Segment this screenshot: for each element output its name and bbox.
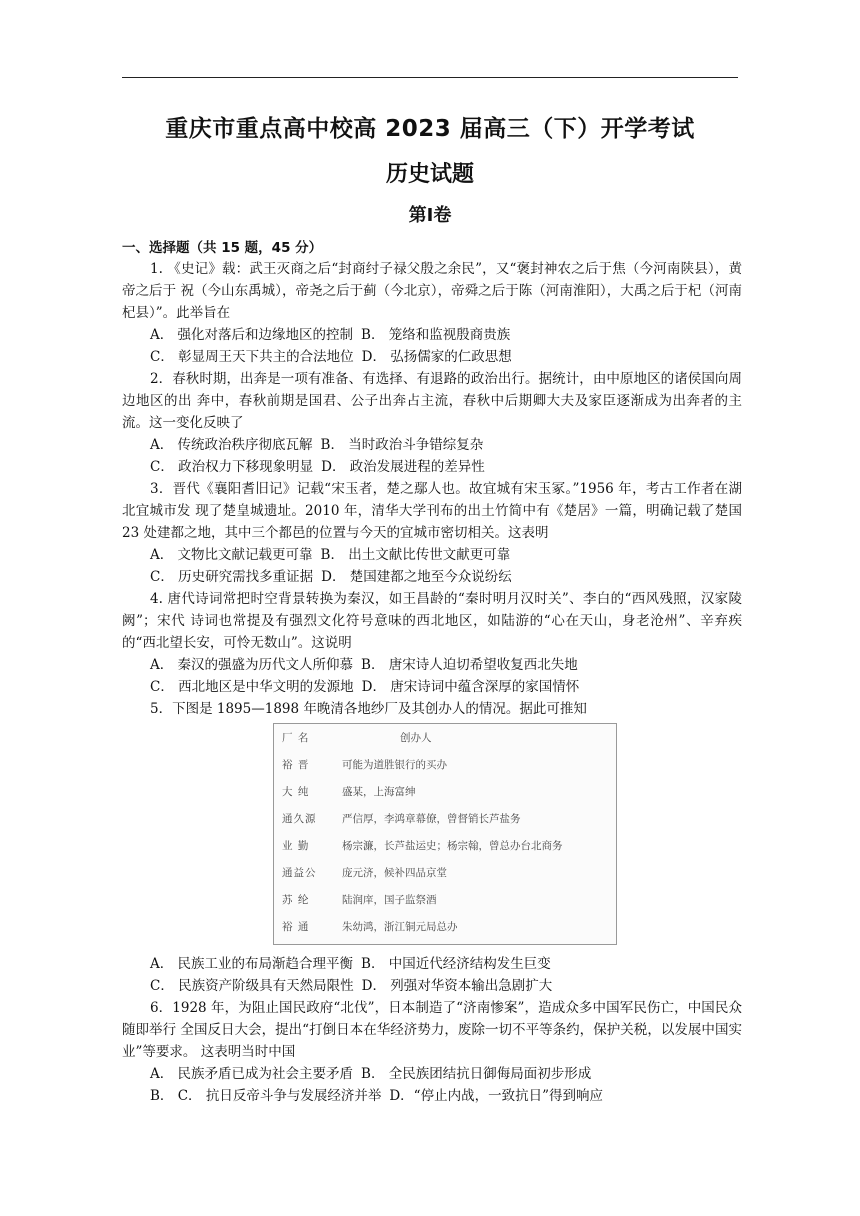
question-3-stem: 3．晋代《襄阳耆旧记》记载“宋玉者，楚之鄢人也。故宜城有宋玉冢。”1956 年，考古工作者在湖北宜城市发 现了楚皇城遗址。2010 年，清华大学刊布的出土竹简中有《楚居》一篇，明确记载了楚国 23 处建都之地，其中三个都邑的位置与今天的宜城市密切相关。这表明 [122, 481, 742, 541]
table-row [274, 913, 616, 940]
question-2-option-b: B． 当时政治斗争错综复杂 [320, 437, 484, 453]
question-5-stem: 5．下图是 1895—1898 年晚清各地纱厂及其创办人的情况。据此可推知 [150, 701, 587, 717]
question-5-option-b: B． 中国近代经济结构发生巨变 [361, 956, 551, 972]
header-rule [122, 77, 738, 78]
question-2-options-ab [122, 434, 742, 456]
question-3-option-d: D． 楚国建都之地至今众说纷纭 [321, 569, 512, 585]
question-6-option-d: D．“停止内战，一致抗日”得到响应 [389, 1088, 603, 1104]
subject-title: 历史试题 [385, 162, 474, 187]
question-6-stem: 6．1928 年，为阻止国民政府“北伐”，日本制造了“济南惨案”，造成众多中国军民伤亡，中国民众随即举行 全国反日大会，提出“打倒日本在华经济势力，废除一切不平等条约，保护关税，以发展中国实业”等要求。 这表明当时中国 [122, 1000, 742, 1060]
table-cell-founder: 严信厚，李鸿章幕僚，曾督销长芦盐务 [342, 813, 521, 825]
question-4-stem: 4. 唐代诗词常把时空背景转换为秦汉，如王昌龄的“秦时明月汉时关”、李白的“西风残照，汉家陵阙”；宋代 诗词也常提及有强烈文化符号意味的西北地区，如陆游的“心在天山，身老沧州”、辛弃疾的“西北望长安，可怜无数山”。这说明 [122, 591, 742, 651]
table-row [274, 778, 616, 805]
table-cell-founder: 陆润庠，国子监祭酒 [342, 894, 437, 906]
question-5-figure-wrap [122, 723, 742, 951]
mill-founders-table [273, 723, 617, 945]
question-2-options-cd [122, 456, 742, 478]
section-heading: 一、选择题（共 15 题，45 分） [122, 240, 323, 256]
table-cell-founder: 可能为道胜银行的买办 [342, 759, 447, 771]
exam-title: 重庆市重点高中校高 2023 届高三（下）开学考试 [165, 116, 695, 142]
question-1-option-a: A． 强化对落后和边缘地区的控制 [150, 327, 354, 343]
question-5-option-c: C． 民族资产阶级具有天然局限性 [150, 978, 354, 994]
question-4-options-cd [122, 676, 742, 698]
question-6-option-b: B． 全民族团结抗日御侮局面初步形成 [361, 1066, 592, 1082]
table-cell-mill: 苏 纶 [282, 894, 310, 906]
question-5-option-d: D． 列强对华资本输出急剧扩大 [361, 978, 553, 994]
table-cell-mill: 裕 通 [282, 921, 310, 933]
question-3-option-c: C． 历史研究需找多重证据 [150, 569, 314, 585]
table-cell-founder: 杨宗濂，长芦盐运史；杨宗翰，曾总办台北商务 [342, 840, 563, 852]
question-2-stem: 2．春秋时期，出奔是一项有准备、有选择、有退路的政治出行。据统计，由中原地区的诸侯国向周边地区的出 奔中，春秋前期是国君、公子出奔占主流，春秋中后期卿大夫及家臣逐渐成为出奔者的主流。这一变化反映了 [122, 371, 742, 431]
table-cell-mill: 大 纯 [282, 786, 310, 798]
volume-title: 第Ⅰ卷 [408, 205, 452, 226]
question-6-option-a: A． 民族矛盾已成为社会主要矛盾 [150, 1066, 354, 1082]
question-4-option-b: B． 唐宋诗人迫切希望收复西北失地 [361, 657, 578, 673]
question-4-option-d: D． 唐宋诗词中蕴含深厚的家国情怀 [361, 679, 580, 695]
question-5-option-a: A． 民族工业的布局渐趋合理平衡 [150, 956, 354, 972]
question-1-option-c: C． 彰显周王天下共主的合法地位 [150, 349, 354, 365]
question-1-stem: 1. 《史记》载：武王灭商之后“封商纣子禄父殷之余民”，又“褒封神农之后于焦（今河南陕县），黄帝之后于 祝（今山东禹城），帝尧之后于蓟（今北京），帝舜之后于陈（河南淮阳），大禹之后于杞（河南杞县）”。此举旨在 [122, 261, 742, 321]
question-6-options-ab [122, 1063, 742, 1085]
table-cell-mill: 通益公 [282, 867, 317, 879]
table-row [274, 805, 616, 832]
question-6-options-cd [122, 1085, 742, 1107]
table-row [274, 886, 616, 913]
question-1-option-b: B． 笼络和监视殷商贵族 [361, 327, 511, 343]
question-1-options-cd [122, 346, 742, 368]
question-3-options-cd [122, 566, 742, 588]
question-4-option-c: C． 西北地区是中华文明的发源地 [150, 679, 354, 695]
question-3-option-b: B． 出土文献比传世文献更可靠 [320, 547, 511, 563]
questions [122, 258, 742, 1107]
table-cell-founder: 朱幼鸿，浙江铜元局总办 [342, 921, 458, 933]
table-header-row [274, 724, 616, 751]
question-1-option-d: D． 弘扬儒家的仁政思想 [361, 349, 512, 365]
table-cell-founder: 盛某，上海富绅 [342, 786, 416, 798]
table-row [274, 832, 616, 859]
question-5-options-ab [122, 953, 742, 975]
question-2-option-a: A． 传统政治秩序彻底瓦解 [150, 437, 313, 453]
question-5-options-cd [122, 975, 742, 997]
question-2-option-c: C． 政治权力下移现象明显 [150, 459, 314, 475]
table-row [274, 751, 616, 778]
question-2-option-d: D． 政治发展进程的差异性 [321, 459, 485, 475]
table-cell-mill: 裕 晋 [282, 759, 310, 771]
table-row [274, 859, 616, 886]
table-header-mill: 厂 名 [282, 732, 310, 744]
question-4-option-a: A． 秦汉的强盛为历代文人所仰慕 [150, 657, 354, 673]
table-cell-mill: 通久源 [282, 813, 317, 825]
table-cell-founder: 庞元济，候补四品京堂 [342, 867, 447, 879]
table-cell-mill: 业 勤 [282, 840, 310, 852]
question-6-option-c: B． C． 抗日反帝斗争与发展经济并举 [150, 1088, 382, 1104]
question-1-options-ab [122, 324, 742, 346]
table-header-founder: 创办人 [400, 732, 432, 744]
question-3-option-a: A． 文物比文献记载更可靠 [150, 547, 313, 563]
question-4-options-ab [122, 654, 742, 676]
question-3-options-ab [122, 544, 742, 566]
